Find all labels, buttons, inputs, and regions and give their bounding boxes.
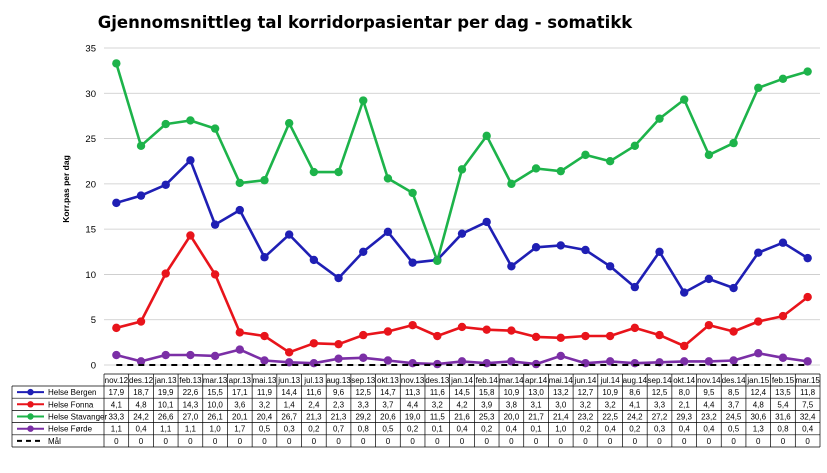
- data-point: [310, 359, 318, 367]
- table-cell: 0: [237, 436, 243, 446]
- x-tick-label: mar.14: [499, 376, 524, 385]
- data-point: [162, 269, 170, 277]
- data-point: [137, 317, 145, 325]
- data-point: [310, 256, 318, 264]
- data-point: [705, 151, 713, 159]
- data-point: [384, 174, 392, 182]
- table-cell: 1,0: [209, 424, 221, 434]
- table-cell: 11,3: [405, 388, 421, 398]
- table-cell: 10,9: [503, 388, 520, 398]
- table-cell: 0,8: [357, 424, 369, 434]
- data-point: [729, 284, 737, 292]
- data-point: [211, 220, 219, 228]
- x-tick-label: jun.14: [574, 376, 597, 385]
- data-point: [433, 257, 441, 265]
- table-cell: 3,3: [653, 400, 666, 410]
- table-cell: 23,2: [577, 412, 594, 422]
- data-point: [260, 356, 268, 364]
- table-cell: 29,3: [676, 412, 692, 422]
- table-cell: 0: [188, 436, 193, 446]
- data-point: [211, 124, 219, 132]
- table-cell: 21,7: [528, 412, 544, 422]
- data-point: [112, 351, 120, 359]
- data-point: [458, 323, 466, 331]
- table-cell: 0,4: [703, 424, 715, 434]
- data-point: [557, 167, 565, 175]
- table-cell: 0: [632, 436, 638, 446]
- table-cell: 3,2: [258, 400, 271, 410]
- data-point: [680, 95, 688, 103]
- table-cell: 0,4: [802, 424, 814, 434]
- x-tick-label: mai.14: [548, 376, 573, 385]
- table-cell: 0,5: [258, 424, 271, 434]
- data-point: [211, 352, 219, 360]
- data-point: [581, 332, 589, 340]
- table-cell: 0: [583, 436, 588, 446]
- table-cell: 14,3: [182, 400, 199, 410]
- table-cell: 0: [657, 436, 662, 446]
- table-cell: 3,7: [728, 400, 740, 410]
- table-cell: 15,8: [478, 388, 495, 398]
- x-tick-label: des.13: [425, 376, 450, 385]
- table-cell: 13,5: [775, 388, 791, 398]
- x-tick-label: feb.13: [179, 376, 202, 385]
- table-cell: 0,3: [283, 424, 295, 434]
- table-cell: 7,5: [802, 400, 814, 410]
- data-point: [162, 120, 170, 128]
- data-point: [458, 229, 466, 237]
- data-point: [803, 254, 811, 262]
- data-point: [754, 84, 762, 92]
- x-tick-label: mar.13: [202, 376, 228, 385]
- x-tick-label: feb.15: [771, 376, 795, 385]
- table-cell: 25,3: [478, 412, 495, 422]
- table-cell: 24,2: [133, 412, 149, 422]
- data-point: [803, 357, 811, 365]
- table-cell: 33,3: [108, 412, 125, 422]
- data-point: [112, 59, 120, 67]
- table-cell: 0,2: [481, 424, 493, 434]
- data-point: [186, 231, 194, 239]
- table-cell: 3,9: [481, 400, 493, 410]
- data-point: [112, 199, 120, 207]
- x-tick-label: apr.14: [524, 376, 548, 385]
- data-point: [260, 332, 268, 340]
- data-point: [384, 356, 392, 364]
- table-cell: 21,3: [306, 412, 322, 422]
- x-tick-label: aug.14: [622, 376, 648, 385]
- table-cell: 0,3: [653, 424, 666, 434]
- table-cell: 22,5: [602, 412, 618, 422]
- table-cell: 1,1: [160, 424, 172, 434]
- data-point: [729, 139, 737, 147]
- data-point: [631, 142, 639, 150]
- y-tick-label: 0: [90, 360, 96, 372]
- data-point: [754, 248, 762, 256]
- table-cell: 0: [706, 436, 712, 446]
- table-cell: 3,0: [555, 400, 567, 410]
- table-cell: 0: [805, 436, 810, 446]
- table-cell: 4,1: [629, 400, 641, 410]
- data-point: [260, 176, 268, 184]
- table-cell: 3,2: [431, 400, 443, 410]
- table-cell: 0: [311, 436, 317, 446]
- x-tick-label: des.14: [721, 376, 746, 385]
- table-cell: 22,6: [182, 388, 199, 398]
- table-cell: 27,2: [651, 412, 668, 422]
- table-cell: 3,6: [234, 400, 246, 410]
- table-cell: 20,1: [232, 412, 248, 422]
- table-cell: 4,4: [703, 400, 715, 410]
- x-tick-label: jan.14: [451, 376, 473, 385]
- table-cell: 8,0: [678, 388, 690, 398]
- x-tick-label: jan.13: [154, 376, 177, 385]
- x-tick-label: mai.13: [252, 376, 277, 385]
- table-cell: 0: [435, 436, 440, 446]
- table-cell: 12,5: [355, 388, 372, 398]
- table-cell: 0,7: [332, 424, 345, 434]
- data-point: [310, 168, 318, 176]
- x-tick-label: jun.13: [278, 376, 301, 385]
- table-cell: 0: [607, 436, 613, 446]
- data-point: [606, 157, 614, 165]
- data-point: [680, 342, 688, 350]
- data-point: [211, 270, 219, 278]
- table-cell: 23,2: [701, 412, 717, 422]
- table-cell: 30,6: [750, 412, 767, 422]
- y-tick-label: 35: [85, 43, 96, 55]
- table-cell: 0: [336, 436, 341, 446]
- legend-label: Mål: [48, 436, 61, 446]
- y-axis-label: Korr.pas per dag: [61, 155, 71, 223]
- table-cell: 9,5: [703, 388, 715, 398]
- x-tick-label: des.12: [129, 376, 154, 385]
- x-tick-label: nov.12: [104, 376, 129, 385]
- data-point: [754, 317, 762, 325]
- table-cell: 0: [509, 436, 514, 446]
- table-cell: 11,6: [306, 388, 322, 398]
- data-point: [186, 156, 194, 164]
- data-point: [631, 324, 639, 332]
- table-cell: 3,7: [382, 400, 394, 410]
- data-point: [408, 321, 416, 329]
- table-cell: 11,5: [429, 412, 445, 422]
- table-cell: 0: [681, 436, 687, 446]
- data-point: [581, 359, 589, 367]
- data-point: [236, 328, 244, 336]
- table-cell: 0: [262, 436, 267, 446]
- table-cell: 9,6: [332, 388, 345, 398]
- data-point: [359, 96, 367, 104]
- table-cell: 1,1: [184, 424, 196, 434]
- table-cell: 13,2: [552, 388, 569, 398]
- table-cell: 0,4: [604, 424, 616, 434]
- table-cell: 31,6: [775, 412, 791, 422]
- data-point: [779, 312, 787, 320]
- table-cell: 0,8: [777, 424, 789, 434]
- table-cell: 2,3: [332, 400, 345, 410]
- data-point: [532, 243, 540, 251]
- data-point: [581, 151, 589, 159]
- table-cell: 0,5: [382, 424, 394, 434]
- table-cell: 1,0: [555, 424, 567, 434]
- table-cell: 0,2: [308, 424, 320, 434]
- table-cell: 4,2: [456, 400, 468, 410]
- table-cell: 3,2: [579, 400, 592, 410]
- table-cell: 0: [484, 436, 489, 446]
- table-cell: 0: [459, 436, 465, 446]
- table-cell: 4,1: [110, 400, 122, 410]
- data-point: [162, 181, 170, 189]
- data-point: [631, 359, 639, 367]
- table-cell: 10,0: [207, 400, 223, 410]
- data-point: [334, 340, 342, 348]
- table-cell: 11,9: [256, 388, 272, 398]
- table-cell: 27,0: [182, 412, 199, 422]
- table-cell: 0: [138, 436, 144, 446]
- table-cell: 19,0: [404, 412, 421, 422]
- table-cell: 0,1: [530, 424, 542, 434]
- data-point: [680, 288, 688, 296]
- x-tick-label: okt.13: [377, 376, 399, 385]
- data-point: [285, 119, 293, 127]
- data-point: [285, 348, 293, 356]
- x-tick-label: mar.15: [795, 376, 820, 385]
- table-cell: 26,6: [157, 412, 174, 422]
- legend-marker: [27, 401, 33, 407]
- data-point: [532, 333, 540, 341]
- table-cell: 0: [163, 436, 168, 446]
- data-point: [507, 262, 515, 270]
- table-cell: 0: [533, 436, 539, 446]
- data-point: [236, 206, 244, 214]
- data-point: [606, 262, 614, 270]
- table-cell: 12,5: [651, 388, 668, 398]
- data-point: [655, 248, 663, 256]
- table-cell: 0: [286, 436, 292, 446]
- table-cell: 24,2: [627, 412, 643, 422]
- data-point: [359, 354, 367, 362]
- table-cell: 1,4: [283, 400, 295, 410]
- data-point: [606, 332, 614, 340]
- table-cell: 0,2: [579, 424, 592, 434]
- table-cell: 0: [756, 436, 761, 446]
- table-cell: 20,6: [380, 412, 396, 422]
- table-cell: 14,7: [380, 388, 396, 398]
- y-tick-label: 25: [85, 134, 96, 146]
- x-tick-label: jan.15: [747, 376, 770, 385]
- data-point: [779, 239, 787, 247]
- data-point: [186, 116, 194, 124]
- table-cell: 26,1: [207, 412, 223, 422]
- table-cell: 21,6: [454, 412, 470, 422]
- data-point: [236, 179, 244, 187]
- x-tick-label: apr.13: [228, 376, 251, 385]
- y-tick-label: 10: [85, 269, 96, 281]
- table-cell: 4,8: [135, 400, 147, 410]
- data-point: [408, 359, 416, 367]
- data-point: [532, 164, 540, 172]
- table-cell: 11,8: [800, 388, 816, 398]
- table-cell: 3,1: [530, 400, 542, 410]
- data-point: [655, 114, 663, 122]
- table-cell: 0: [410, 436, 415, 446]
- table-cell: 0: [212, 436, 218, 446]
- table-cell: 0: [731, 436, 736, 446]
- table-cell: 8,6: [629, 388, 641, 398]
- x-tick-label: aug.13: [326, 376, 351, 385]
- data-point: [729, 356, 737, 364]
- table-cell: 0,2: [629, 424, 641, 434]
- data-point: [803, 67, 811, 75]
- table-cell: 32,4: [799, 412, 816, 422]
- data-point: [482, 218, 490, 226]
- data-point: [384, 327, 392, 335]
- table-cell: 0,4: [678, 424, 690, 434]
- x-tick-label: okt.14: [673, 376, 696, 385]
- chart-title: Gjennomsnittleg tal korridorpasientar per dag - somatikk: [97, 13, 633, 32]
- x-tick-label: nov.14: [697, 376, 721, 385]
- table-cell: 4,8: [752, 400, 764, 410]
- data-point: [557, 352, 565, 360]
- table-cell: 0,4: [456, 424, 468, 434]
- table-cell: 21,3: [330, 412, 347, 422]
- data-point: [310, 339, 318, 347]
- table-cell: 0: [780, 436, 786, 446]
- data-point: [557, 241, 565, 249]
- data-point: [162, 351, 170, 359]
- data-point: [754, 349, 762, 357]
- y-tick-label: 20: [85, 179, 96, 191]
- data-point: [408, 189, 416, 197]
- legend-label: Helse Stavanger: [48, 412, 108, 422]
- table-cell: 3,2: [604, 400, 616, 410]
- table-cell: 5,4: [777, 400, 789, 410]
- y-tick-label: 15: [85, 224, 96, 236]
- data-point: [285, 230, 293, 238]
- data-point: [482, 359, 490, 367]
- table-cell: 0,5: [728, 424, 740, 434]
- data-point: [507, 180, 515, 188]
- table-cell: 21,4: [552, 412, 569, 422]
- table-cell: 4,4: [407, 400, 419, 410]
- table-cell: 1,7: [234, 424, 246, 434]
- legend-label: Helse Fonna: [48, 400, 94, 410]
- table-cell: 0,2: [407, 424, 419, 434]
- data-point: [236, 345, 244, 353]
- x-tick-label: jul.14: [600, 376, 620, 385]
- data-point: [803, 293, 811, 301]
- y-tick-label: 30: [85, 88, 96, 100]
- x-tick-label: sep.13: [351, 376, 376, 385]
- data-point: [482, 132, 490, 140]
- data-point: [359, 331, 367, 339]
- table-cell: 20,4: [256, 412, 273, 422]
- data-point: [557, 334, 565, 342]
- data-point: [507, 326, 515, 334]
- legend-marker: [27, 426, 33, 432]
- data-point: [334, 274, 342, 282]
- table-cell: 0: [385, 436, 391, 446]
- table-cell: 10,1: [157, 400, 174, 410]
- table-cell: 8,5: [728, 388, 740, 398]
- table-cell: 29,2: [355, 412, 372, 422]
- legend-label: Helse Førde: [48, 424, 93, 434]
- table-cell: 0: [114, 436, 119, 446]
- data-point: [631, 283, 639, 291]
- table-cell: 1,1: [110, 424, 122, 434]
- table-cell: 0,4: [505, 424, 517, 434]
- table-cell: 17,9: [108, 388, 125, 398]
- table-cell: 14,5: [454, 388, 470, 398]
- data-point: [458, 165, 466, 173]
- table-cell: 12,7: [577, 388, 594, 398]
- legend-marker: [27, 389, 33, 395]
- data-point: [705, 321, 713, 329]
- data-point: [655, 331, 663, 339]
- data-point: [705, 275, 713, 283]
- table-cell: 24,5: [725, 412, 742, 422]
- data-point: [359, 248, 367, 256]
- table-cell: 0: [361, 436, 366, 446]
- table-cell: 14,4: [281, 388, 297, 398]
- table-cell: 0,1: [431, 424, 443, 434]
- data-point: [112, 324, 120, 332]
- table-cell: 2,1: [678, 400, 690, 410]
- data-point: [334, 354, 342, 362]
- data-point: [408, 258, 416, 266]
- data-point: [581, 246, 589, 254]
- table-cell: 0,4: [135, 424, 147, 434]
- data-point: [433, 332, 441, 340]
- x-tick-label: sep.14: [647, 376, 672, 385]
- table-cell: 19,9: [157, 388, 174, 398]
- y-tick-label: 5: [90, 315, 96, 327]
- table-cell: 1,3: [752, 424, 764, 434]
- legend-marker: [27, 413, 33, 419]
- data-point: [482, 325, 490, 333]
- table-cell: 26,7: [281, 412, 297, 422]
- data-point: [186, 351, 194, 359]
- table-cell: 20,0: [503, 412, 520, 422]
- x-tick-label: nov.13: [400, 376, 425, 385]
- table-cell: 15,5: [207, 388, 223, 398]
- table-cell: 11,6: [429, 388, 445, 398]
- table-cell: 3,3: [357, 400, 369, 410]
- data-point: [729, 327, 737, 335]
- data-point: [137, 191, 145, 199]
- data-point: [779, 354, 787, 362]
- data-point: [137, 142, 145, 150]
- table-cell: 12,4: [750, 388, 767, 398]
- table-cell: 0: [558, 436, 563, 446]
- table-cell: 3,8: [505, 400, 517, 410]
- x-tick-label: feb.14: [475, 376, 498, 385]
- table-cell: 17,1: [232, 388, 248, 398]
- table-cell: 13,0: [528, 388, 544, 398]
- table-cell: 18,7: [133, 388, 149, 398]
- data-point: [260, 253, 268, 261]
- x-tick-label: jul.13: [304, 376, 324, 385]
- table-cell: 10,9: [602, 388, 618, 398]
- data-point: [779, 75, 787, 83]
- data-point: [334, 168, 342, 176]
- data-point: [384, 228, 392, 236]
- table-cell: 2,4: [308, 400, 320, 410]
- legend-label: Helse Bergen: [48, 388, 97, 398]
